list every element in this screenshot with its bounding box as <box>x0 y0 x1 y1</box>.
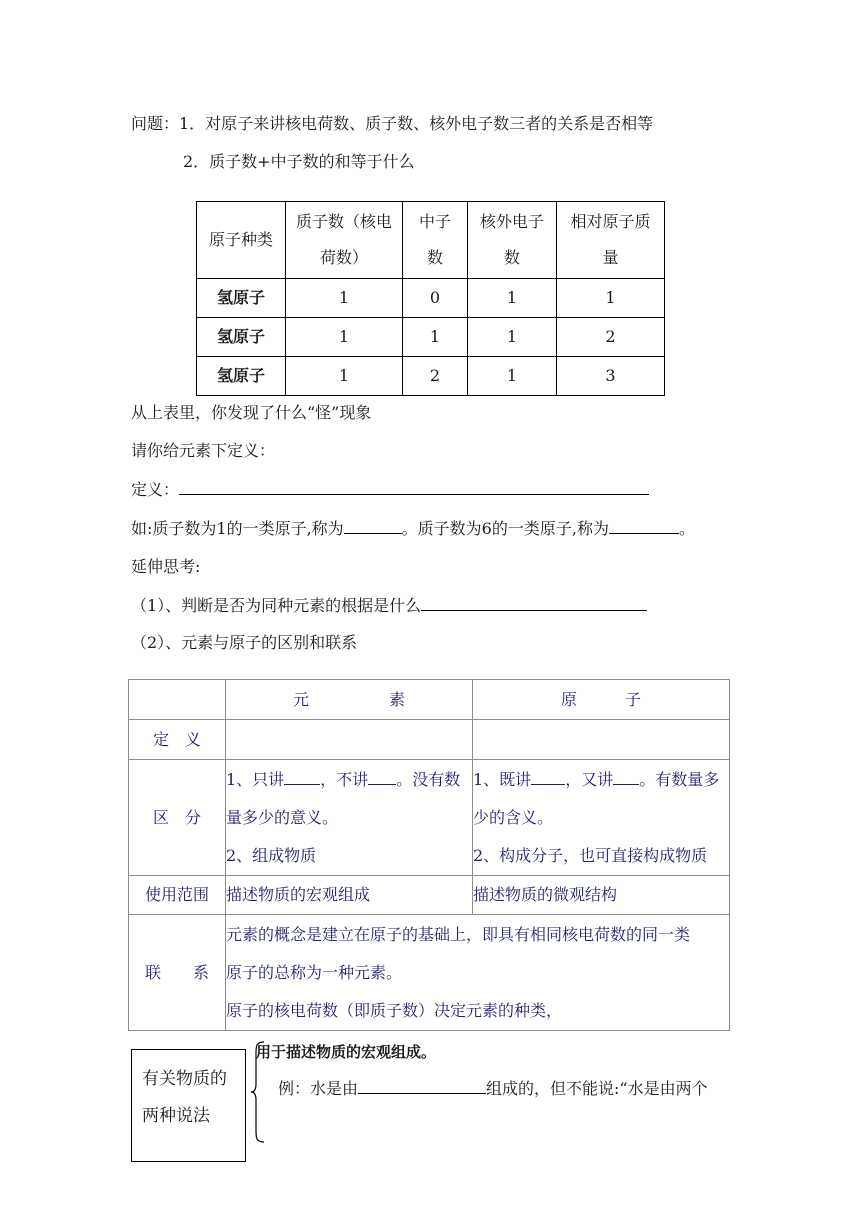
row-definition: 定 义 <box>129 720 226 760</box>
scope-element-cell: 描述物质的宏观组成 <box>226 876 473 915</box>
example-line: 如:质子数为1的一类原子,称为 。质子数为6的一类原子,称为 。 <box>131 519 695 538</box>
header-neutron: 中子 数 <box>403 202 468 279</box>
col-element: 元 素 <box>226 680 473 720</box>
header-mass: 相对原子质 量 <box>557 202 665 279</box>
blank[interactable] <box>531 768 565 785</box>
question-1: 问题：1．对原子来讲核电荷数、质子数、核外电子数三者的关系是否相等 <box>131 114 654 133</box>
think-1-blank[interactable] <box>421 594 647 611</box>
blank[interactable] <box>284 768 320 785</box>
table-row <box>129 720 730 760</box>
define-label: 定义： <box>131 480 180 499</box>
header-electron: 核外电子 数 <box>468 202 557 279</box>
definition-element-cell[interactable] <box>226 720 473 760</box>
col-atom: 原 子 <box>473 680 730 720</box>
difference-atom-cell: 1、既讲 ，又讲 。有数量多 少的含义。 2、构成分子，也可直接构成物质 <box>473 760 730 876</box>
table-row <box>129 876 730 915</box>
table-row: 氢原子 1 1 1 2 <box>197 318 665 357</box>
header-atom-type: 原子种类 <box>197 202 286 279</box>
bottom-example-line: 例：水是由 组成的，但不能说:“水是由两个 <box>278 1079 708 1098</box>
example-blank-1[interactable] <box>344 517 402 534</box>
blank[interactable] <box>368 768 396 785</box>
extend-text: 延伸思考: <box>131 557 201 576</box>
element-atom-table <box>128 679 730 1031</box>
difference-element-cell: 1、只讲 ，不讲 。没有数 量多少的意义。 2、组成物质 <box>226 760 473 876</box>
observe-text: 从上表里，你发现了什么“怪”现象 <box>131 403 372 422</box>
atom-table-header <box>197 202 665 279</box>
row-scope: 使用范围 <box>129 876 226 915</box>
scope-atom-cell: 描述物质的微观结构 <box>473 876 730 915</box>
example-blank-2[interactable] <box>609 517 679 534</box>
table2-header <box>129 680 730 720</box>
row-link: 联 系 <box>129 915 226 1031</box>
link-cell: 元素的概念是建立在原子的基础上，即具有相同核电荷数的同一类 原子的总称为一种元素。 原子的核电荷数（即质子数）决定元素的种类， <box>226 915 730 1031</box>
define-blank[interactable] <box>179 478 649 495</box>
header-proton: 质子数（核电 荷数） <box>286 202 403 279</box>
please-define-text: 请你给元素下定义： <box>131 441 276 460</box>
table-row <box>129 760 730 876</box>
two-statements-box: 有关物质的 两种说法 <box>131 1049 246 1162</box>
row-difference: 区 分 <box>129 760 226 876</box>
atom-table <box>196 201 665 396</box>
think-1-line: （1）、判断是否为同种元素的根据是什么 <box>131 594 647 617</box>
think-2-text: （2）、元素与原子的区别和联系 <box>131 633 358 652</box>
definition-atom-cell[interactable] <box>473 720 730 760</box>
bottom-example-blank[interactable] <box>358 1077 486 1094</box>
question-2: 2．质子数+中子数的和等于什么 <box>183 152 415 171</box>
define-line <box>131 478 649 501</box>
blank[interactable] <box>613 768 639 785</box>
table-row <box>129 915 730 1031</box>
macro-statement: 用于描述物质的宏观组成。 <box>256 1043 437 1061</box>
table-row: 氢原子 1 2 1 3 <box>197 357 665 396</box>
table-row: 氢原子 1 0 1 1 <box>197 279 665 318</box>
